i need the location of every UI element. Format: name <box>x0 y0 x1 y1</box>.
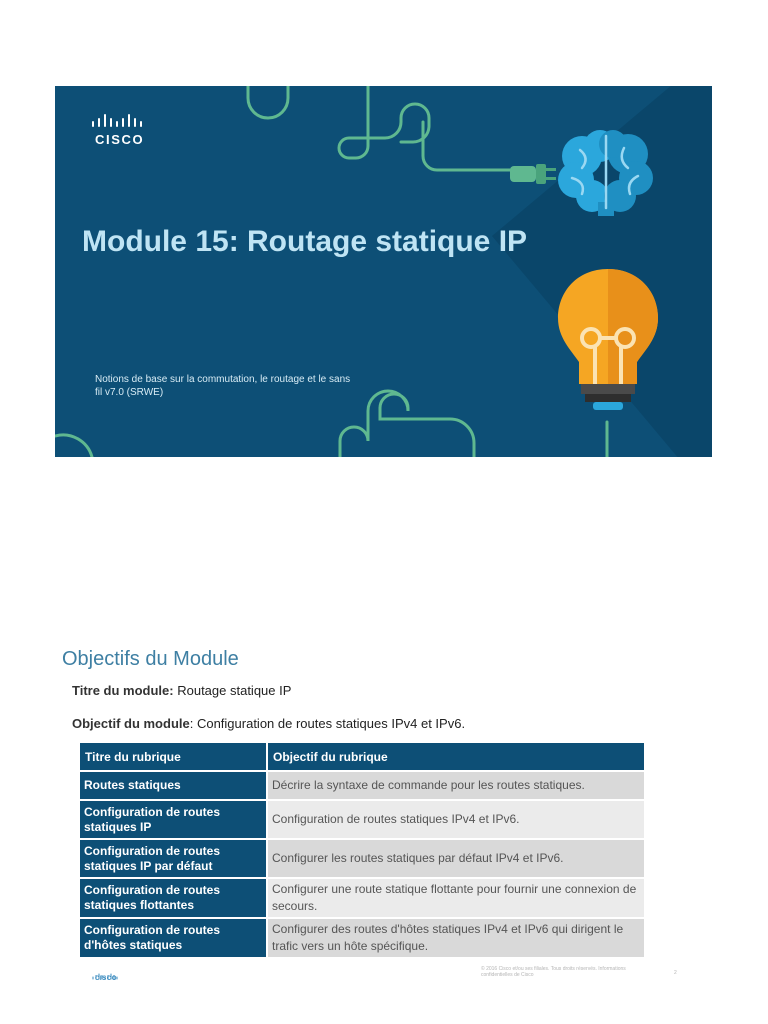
table-row <box>79 918 645 958</box>
footer-brand-wordmark: CISCO <box>95 976 118 982</box>
title-slide <box>55 86 712 457</box>
topic-cell: Configuration de routes d'hôtes statiques <box>79 918 267 958</box>
slide-title: Module 15: Routage statique IP <box>82 225 528 258</box>
table-row <box>79 839 645 878</box>
module-objective-line <box>72 716 465 731</box>
module-title-label: Titre du module: <box>72 683 174 698</box>
slide-subtitle: Notions de base sur la commutation, le routage et le sans fil v7.0 (SRWE) <box>95 374 351 398</box>
objective-cell: Configurer les routes statiques par défaut IPv4 et IPv6. <box>267 839 645 878</box>
footer-copyright: © 2016 Cisco et/ou ses filiales. Tous droits réservés. Informations confidentielles de Cisco <box>481 966 626 978</box>
table-row <box>79 800 645 839</box>
objective-cell: Configurer une route statique flottante pour fournir une connexion de secours. <box>267 878 645 918</box>
footer-cisco-logo-icon <box>92 968 118 986</box>
module-title-value: Routage statique IP <box>173 683 292 698</box>
module-title-line <box>72 683 291 698</box>
cisco-logo-icon <box>91 114 151 147</box>
topic-cell: Configuration de routes statiques IP <box>79 800 267 839</box>
brand-wordmark: CISCO <box>95 132 145 147</box>
objective-cell: Décrire la syntaxe de commande pour les routes statiques. <box>267 771 645 800</box>
objectives-table <box>78 741 646 959</box>
topic-cell: Configuration de routes statiques IP par défaut <box>79 839 267 878</box>
table-header-objective: Objectif du rubrique <box>267 742 645 771</box>
table-header-topic: Titre du rubrique <box>79 742 267 771</box>
topic-cell: Routes statiques <box>79 771 267 800</box>
page-number: 2 <box>674 970 677 976</box>
lightbulb-icon <box>555 266 661 426</box>
table-header-row <box>79 742 645 771</box>
brain-icon <box>558 128 654 218</box>
topic-cell: Configuration de routes statiques flottantes <box>79 878 267 918</box>
objective-cell: Configurer des routes d'hôtes statiques IPv4 et IPv6 qui dirigent le trafic vers un hôte spécifique. <box>267 918 645 958</box>
module-objective-value: : Configuration de routes statiques IPv4 et IPv6. <box>189 716 466 731</box>
objective-cell: Configuration de routes statiques IPv4 et IPv6. <box>267 800 645 839</box>
module-objective-label: Objectif du module <box>72 716 190 731</box>
plug-icon <box>507 160 559 188</box>
objectives-heading: Objectifs du Module <box>62 648 239 670</box>
table-row <box>79 771 645 800</box>
table-row <box>79 878 645 918</box>
